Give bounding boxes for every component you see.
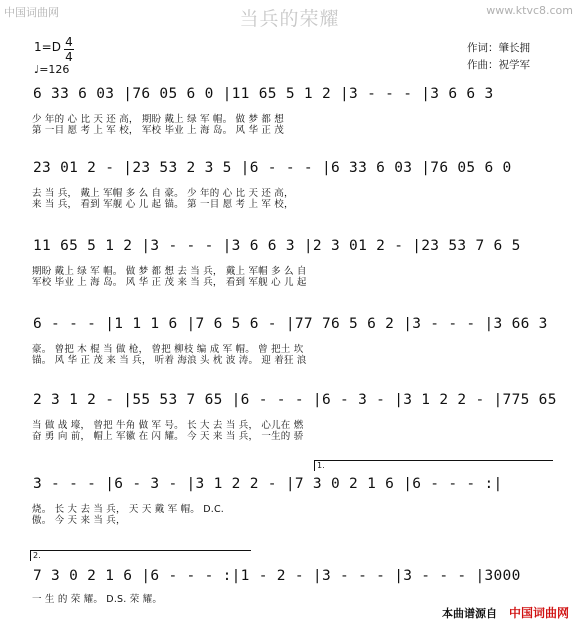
key-signature: 1=D xyxy=(34,40,61,54)
notation-line: 6 - - - |1 1 1 6 |7 6 5 6 - |77 76 5 6 2 |3 - - - |3 66 3 xyxy=(33,316,548,332)
notation-line: 6 33 6 03 |76 05 6 0 |11 65 5 1 2 |3 - - - |3 6 6 3 xyxy=(33,86,494,102)
lyrics-verse-2: 傲。 今 天 来 当 兵， xyxy=(32,515,126,526)
lyrics-verse-1: 期盼 戴上 绿 军 帽。 做 梦 都 想 去 当 兵， 戴上 军帽 多 么 自 xyxy=(32,266,307,277)
watermark-left: 中国词曲网 xyxy=(4,6,59,19)
song-title: 当兵的荣耀 xyxy=(239,8,340,30)
credits xyxy=(467,40,530,74)
volta-bracket-1: 1. xyxy=(314,460,553,471)
tempo-marking: ♩=126 xyxy=(34,63,70,76)
notation-line: 11 65 5 1 2 |3 - - - |3 6 6 3 |2 3 01 2 - |23 53 7 6 5 xyxy=(33,238,521,254)
time-sig-numerator: 4 xyxy=(65,35,73,49)
source-label: 本曲谱源自 xyxy=(442,607,497,620)
composer-credit: 作曲：祝学军 xyxy=(467,59,530,71)
lyricist-credit: 作词：肇长拥 xyxy=(467,42,530,54)
lyrics-verse-2: 第 一目 愿 考 上 军 校， 军校 毕业 上 海 岛。 风 华 正 茂 xyxy=(32,125,284,136)
lyrics-verse-1: 去 当 兵， 戴上 军帽 多 么 自 豪。 少 年的 心 比 天 还 高， xyxy=(32,188,294,199)
lyrics-verse-2: 锚。 风 华 正 茂 来 当 兵， 听着 海浪 头 枕 波 涛。 迎 着狂 浪 xyxy=(32,355,307,366)
lyrics-verse-2: 军校 毕业 上 海 岛。 风 华 正 茂 来 当 兵， 看到 军舰 心 儿 起 xyxy=(32,277,307,288)
volta-bracket-2: 2. xyxy=(30,550,251,561)
lyrics-verse-1: 烧。 长 大 去 当 兵， 天 天 戴 军 帽。 D.C. xyxy=(32,504,225,515)
lyrics-verse-1: 当 做 战 壕， 曾把 牛角 做 军 号。 长 大 去 当 兵， 心儿在 燃 xyxy=(32,420,304,431)
time-signature xyxy=(64,35,74,64)
brand-logo-text: 中国词曲网 xyxy=(508,606,569,620)
notation-line: 3 - - - |6 - 3 - |3 1 2 2 - |7 3 0 2 1 6 |6 - - - :| xyxy=(33,476,503,492)
time-sig-denominator: 4 xyxy=(65,50,73,64)
watermark-right: www.ktvc8.com xyxy=(486,4,573,17)
lyrics-verse-1: 少 年的 心 比 天 还 高， 期盼 戴上 绿 军 帽。 做 梦 都 想 xyxy=(32,114,284,125)
lyrics-verse-1: 一 生 的 荣 耀。 D.S. 荣 耀。 xyxy=(32,594,163,605)
notation-line: 23 01 2 - |23 53 2 3 5 |6 - - - |6 33 6 03 |76 05 6 0 xyxy=(33,160,512,176)
notation-line: 7 3 0 2 1 6 |6 - - - :|1 - 2 - |3 - - - |3 - - - |3000 xyxy=(33,568,521,584)
lyrics-verse-2: 来 当 兵， 看到 军舰 心 儿 起 锚。 第 一目 愿 考 上 军 校， xyxy=(32,199,294,210)
lyrics-verse-1: 豪。 曾把 木 棍 当 做 枪， 曾把 柳枝 编 成 军 帽。 曾 把土 坎 xyxy=(32,344,304,355)
notation-line: 2 3 1 2 - |55 53 7 65 |6 - - - |6 - 3 - |3 1 2 2 - |775 65 xyxy=(33,392,557,408)
lyrics-verse-2: 奋 勇 向 前， 帽上 军徽 在 闪 耀。 今 天 来 当 兵， 一生的 骄 xyxy=(32,431,304,442)
